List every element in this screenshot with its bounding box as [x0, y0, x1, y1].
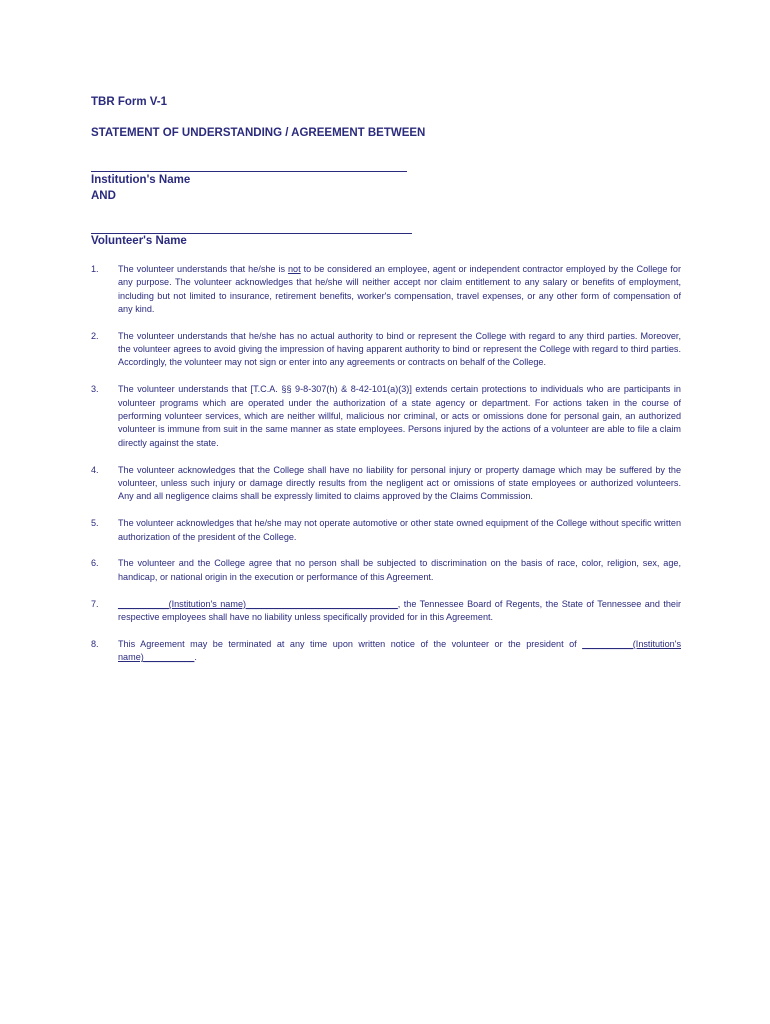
item-text-before: This Agreement may be terminated at any time upon written notice of the volunteer or the president of — [118, 639, 583, 650]
institution-name-blank: __________(Institution's name)__________ — [118, 639, 681, 663]
item-number: 7. — [91, 598, 99, 609]
agreement-item-6 — [91, 557, 681, 584]
item-number: 5. — [91, 518, 99, 529]
form-id: TBR Form V-1 — [91, 96, 168, 108]
item-text: The volunteer understands that he/she has no actual authority to bind or represent the College with regard to any third parties. Moreover, the volunteer agrees to avoid giving the impression of having apparent authority to bind or represent the College with regard to third parties. Accordingly, the volunteer may not sign or enter into any agreements or contracts on behalf of the College. — [118, 330, 681, 368]
item-emphasis: not — [288, 264, 301, 274]
agreement-items — [91, 263, 681, 678]
volunteer-label: Volunteer's Name — [91, 235, 187, 247]
item-number: 2. — [91, 330, 99, 341]
statement-title: STATEMENT OF UNDERSTANDING / AGREEMENT BETWEEN — [91, 127, 426, 139]
agreement-item-7 — [91, 598, 681, 625]
volunteer-signature-line — [91, 233, 412, 234]
institution-name-blank: __________(Institution's name)______________________________ — [118, 598, 398, 609]
agreement-item-3 — [91, 383, 681, 449]
item-number: 4. — [91, 464, 99, 475]
item-text-before: The volunteer understands that he/she is — [118, 264, 288, 274]
agreement-item-8 — [91, 638, 681, 665]
item-text: The volunteer acknowledges that he/she may not operate automotive or other state owned equipment of the College without specific written authorization of the president of the College. — [118, 518, 681, 542]
agreement-item-2 — [91, 330, 681, 370]
item-text: The volunteer understands that [T.C.A. §§ 9-8-307(h) & 8-42-101(a)(3)] extends certain protections to individuals who are participants in volunteer programs which are operated under the authorization of a state agency or department. For actions taken in the course of performing volunteer services, which are neither willful, malicious nor criminal, or acts or omissions done for personal gain, an authorized volunteer is immune from suit in the same manner as state employees. Persons injured by the actions of a volunteer are able to file a claim directly against the state. — [118, 384, 681, 448]
item-number: 3. — [91, 384, 99, 395]
item-text-after: . — [194, 652, 197, 663]
item-text-after: , the Tennessee Board of Regents, the State of Tennessee and their respective employees shall have no liability unless specifically provided for in this Agreement. — [118, 598, 682, 623]
item-text: The volunteer acknowledges that the College shall have no liability for personal injury or property damage which may be suffered by the volunteer, unless such injury or damage directly results from the negligent act or omissions of state employees or authorized volunteers. Any and all negligence claims shall be expressly limited to claims approved by the Claims Commission. — [118, 464, 681, 502]
item-text: The volunteer and the College agree that no person shall be subjected to discrimination on the basis of race, color, religion, sex, age, handicap, or national origin in the execution or performance of this Agreement. — [118, 558, 681, 582]
item-text-after: to be considered an employee, agent or independent contractor employed by the College for any purpose. The volunteer acknowledges that he/she will neither accept nor claim entitlement to any salary or benefits of employment, including but not limited to insurance, retirement benefits, worker's compensation, travel expenses, or any other form of compensation of any kind. — [118, 264, 681, 314]
institution-label: Institution's Name — [91, 174, 191, 186]
item-number: 6. — [91, 558, 99, 569]
institution-signature-line — [91, 171, 407, 172]
item-number: 8. — [91, 639, 99, 650]
and-label: AND — [91, 190, 116, 202]
agreement-item-5 — [91, 517, 681, 544]
agreement-item-1 — [91, 263, 681, 316]
item-number: 1. — [91, 264, 99, 274]
agreement-item-4 — [91, 464, 681, 504]
